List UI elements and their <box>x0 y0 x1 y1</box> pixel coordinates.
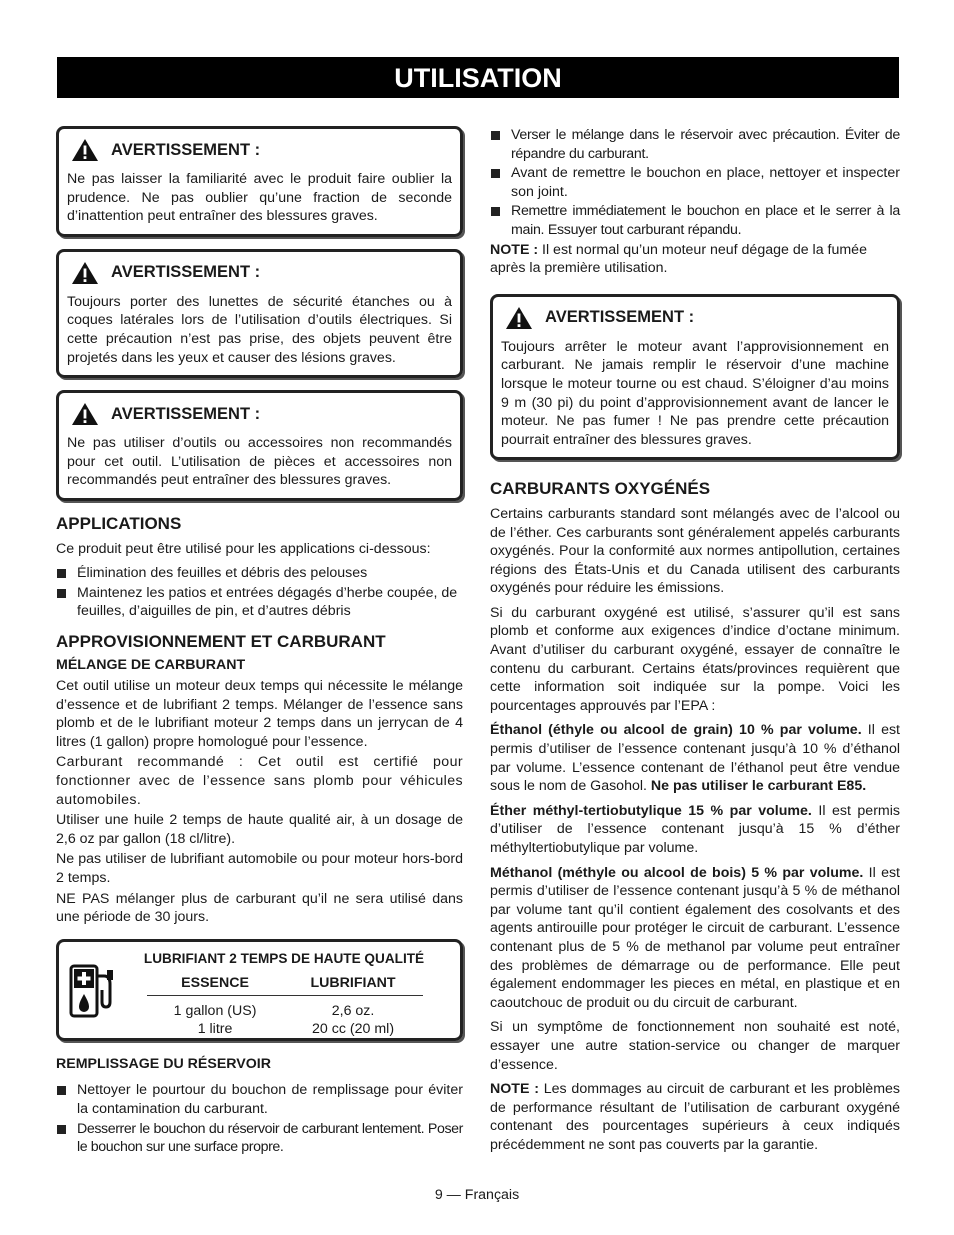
warning-label: AVERTISSEMENT : <box>545 308 695 327</box>
fuel-pump-icon <box>68 964 116 1018</box>
ether-heading: Éther méthyl-tertiobutylique 15 % par volume. <box>490 802 812 819</box>
fuel-paragraph: Cet outil utilise un moteur deux temps qui nécessite le mélange d’essence et de lubrifiant 2 temps. Mélanger de l’essence sans plomb et de le lubrifiant moteur 2 temps dans un jerrycan de 4 litres (1 gallon) propre homologué pour l’essence. <box>56 678 463 750</box>
warning-text: Ne pas utiliser d’outils ou accessoires non recommandés pour cet outil. L’utilisation de pièces et accessoires non recommandés peut entraîner des blessures graves. <box>67 435 452 489</box>
refill-list <box>56 1081 463 1156</box>
oxygenated-fuels-heading: CARBURANTS OXYGÉNÉS <box>490 479 711 499</box>
warning-box-accessories <box>56 390 463 501</box>
warning-text: Toujours arrêter le moteur avant l’approvisionnement en carburant. Ne jamais remplir le réservoir d’une machine lorsque le moteur tourne ou est chaud. S’éloigner d’au moins 9 m (30 pi) du point d’approvisionnement avant de lancer le moteur. Ne pas fumer ! Ne pas prendre cette précaution pourrait entraîner des blessures graves. <box>501 338 889 448</box>
warning-label: AVERTISSEMENT : <box>111 140 261 159</box>
methanol-text: Il est permis d’utiliser de l’essence contenant jusqu’à 5 % de méthanol par volume tant qu’il contient également des cosolvants et des agents antirouille pour protéger le circuit de carburant. L’essence contenant plus de 5 % de methanol par volume peut entraîner des problèmes de démarrage ou de performance. Elle peut également endommager les pieces en métal, en plastique et en caoutchouc de produit ou du circuit de carburant. <box>490 864 900 1011</box>
refill-subheading: REMPLISSAGE DU RÉSERVOIR <box>56 1055 271 1072</box>
mix-table-header-essence: ESSENCE <box>147 972 283 996</box>
page-title: UTILISATION <box>57 57 899 98</box>
warning-triangle-icon <box>71 138 99 162</box>
fuel-paragraph: Carburant recommandé : Cet outil est certifié pour fonctionner avec de l’essence sans plomb pour véhicules automobiles. <box>56 754 463 808</box>
refill-list-continued <box>490 126 900 240</box>
ether-paragraph <box>490 802 900 858</box>
note-label: NOTE : <box>490 1081 539 1098</box>
left-column <box>56 126 463 1163</box>
applications-list <box>56 564 463 621</box>
right-column <box>490 126 900 1161</box>
oxy-paragraph: Si du carburant oxygéné est utilisé, s’assurer qu’il est sans plomb et conforme aux exigences d’indice d’octane minimum. Avant d’utiliser du carburant oxygéné, essayer de connaître le contenu du carburant. Certains états/provinces requièrent que cette information soit indiquée sur la pompe. Voici les pourcentages approuvés par l’EPA : <box>490 604 900 714</box>
note-warranty <box>490 1080 900 1154</box>
fuel-heading: APPROVISIONNEMENT ET CARBURANT <box>56 631 386 651</box>
mix-table-cell: 1 gallon (US) <box>173 1003 257 1020</box>
mix-table-cell: 2,6 oz. <box>331 1003 375 1020</box>
page-footer: 9 — Français <box>434 1187 520 1203</box>
oxy-paragraph: Certains carburants standard sont mélangés avec de l’alcool ou de l’éther. Ces carburants sont généralement appelés carburants oxygénés. Pour la conformité aux normes antipollution, certaines régions des États-Unis et du Canada utilisent des carburants oxygénés pour réduire les émissions. <box>490 505 900 597</box>
ether-text: Il est permis d’utiliser de l’essence contenant jusqu’à 15 % d’éther méthyltertiobutylique par volume. <box>490 802 900 856</box>
list-item: Desserrer le bouchon du réservoir de carburant lentement. Poser le bouchon sur une surface propre. <box>56 1120 463 1157</box>
list-item: Verser le mélange dans le réservoir avec précaution. Éviter de répandre du carburant. <box>490 126 900 163</box>
methanol-paragraph <box>490 864 900 1013</box>
note-text: Les dommages au circuit de carburant et les problèmes de performance résultant de l’utilisation de carburant oxygéné contenant des pourcentages supérieurs à ceux indiqués précédemment ne sont pas couverts par la garantie. <box>490 1081 901 1153</box>
list-item: Remettre immédiatement le bouchon en place et le serrer à la main. Essuyer tout carburant répandu. <box>490 202 900 239</box>
mix-table-header-lubrifiant: LUBRIFIANT <box>283 972 423 996</box>
mix-table-title: LUBRIFIANT 2 TEMPS DE HAUTE QUALITÉ <box>143 950 425 966</box>
oxy-paragraph: Si un symptôme de fonctionnement non souhaité est noté, essayer une autre station-service ou changer de marquer d’essence. <box>490 1019 900 1073</box>
warning-triangle-icon <box>71 402 99 426</box>
mix-table-cell: 20 cc (20 ml) <box>312 1021 395 1038</box>
fuel-paragraph: Ne pas utiliser de lubrifiant automobile ou pour moteur hors-bord 2 temps. <box>56 851 463 887</box>
ethanol-e85-warning: Ne pas utiliser le carburant E85. <box>650 778 867 795</box>
list-item: Maintenez les patios et entrées dégagés d’herbe coupée, de feuilles, d’aiguilles de pin, et d’autres débris <box>56 584 463 621</box>
warning-label: AVERTISSEMENT : <box>111 404 261 423</box>
list-item: Nettoyer le pourtour du bouchon de remplissage pour éviter la contamination du carburant. <box>56 1081 463 1118</box>
fuel-paragraph: NE PAS mélanger plus de carburant qu’il ne sera utilisé dans une période de 30 jours. <box>56 890 463 926</box>
ethanol-heading: Éthanol (éthyle ou alcool de grain) 10 % par volume. <box>490 722 862 739</box>
list-item: Élimination des feuilles et débris des pelouses <box>56 564 463 583</box>
ethanol-text: Il est permis d’utiliser de l’essence contenant jusqu’à 10 % d’éthanol par volume. L’essence contenant de l’éthanol peut être vendue sous le nom de Gasohol. <box>490 722 900 795</box>
warning-box-refuel <box>490 294 900 461</box>
mix-table <box>147 972 423 1039</box>
fuel-mix-subheading: MÉLANGE DE CARBURANT <box>56 656 246 673</box>
table-row <box>147 996 423 1039</box>
applications-intro: Ce produit peut être utilisé pour les applications ci-dessous: <box>56 540 431 557</box>
warning-box-eye-protection <box>56 249 463 378</box>
list-item: Avant de remettre le bouchon en place, nettoyer et inspecter son joint. <box>490 164 900 201</box>
note-smoke <box>490 241 900 278</box>
warning-label: AVERTISSEMENT : <box>111 263 261 282</box>
fuel-paragraph: Utiliser une huile 2 temps de haute qualité air, à un dosage de 2,6 oz par gallon (18 cl/litre). <box>56 812 463 847</box>
warning-text: Ne pas laisser la familiarité avec le produit faire oublier la prudence. Ne pas oublier qu’une fraction de seconde d’inattention peut entraîner des blessures graves. <box>67 171 452 225</box>
warning-text: Toujours porter des lunettes de sécurité étanches ou à coques latérales lors de l’utilisation d’outils électriques. Si cette précaution n’est pas prise, des objets peuvent être projetés dans les yeux et causer des lésions graves. <box>67 293 452 366</box>
note-label: NOTE : <box>490 241 539 258</box>
ethanol-paragraph <box>490 721 900 795</box>
note-text: Il est normal qu’un moteur neuf dégage de la fumée après la première utilisation. <box>490 241 867 277</box>
fuel-mix-table-box <box>56 939 463 1041</box>
warning-box-familiarity <box>56 126 463 237</box>
applications-heading: APPLICATIONS <box>56 513 182 533</box>
warning-triangle-icon <box>505 306 533 330</box>
warning-triangle-icon <box>71 261 99 285</box>
mix-table-cell: 1 litre <box>197 1021 233 1038</box>
methanol-heading: Méthanol (méthyle ou alcool de bois) 5 % par volume. <box>490 864 864 881</box>
